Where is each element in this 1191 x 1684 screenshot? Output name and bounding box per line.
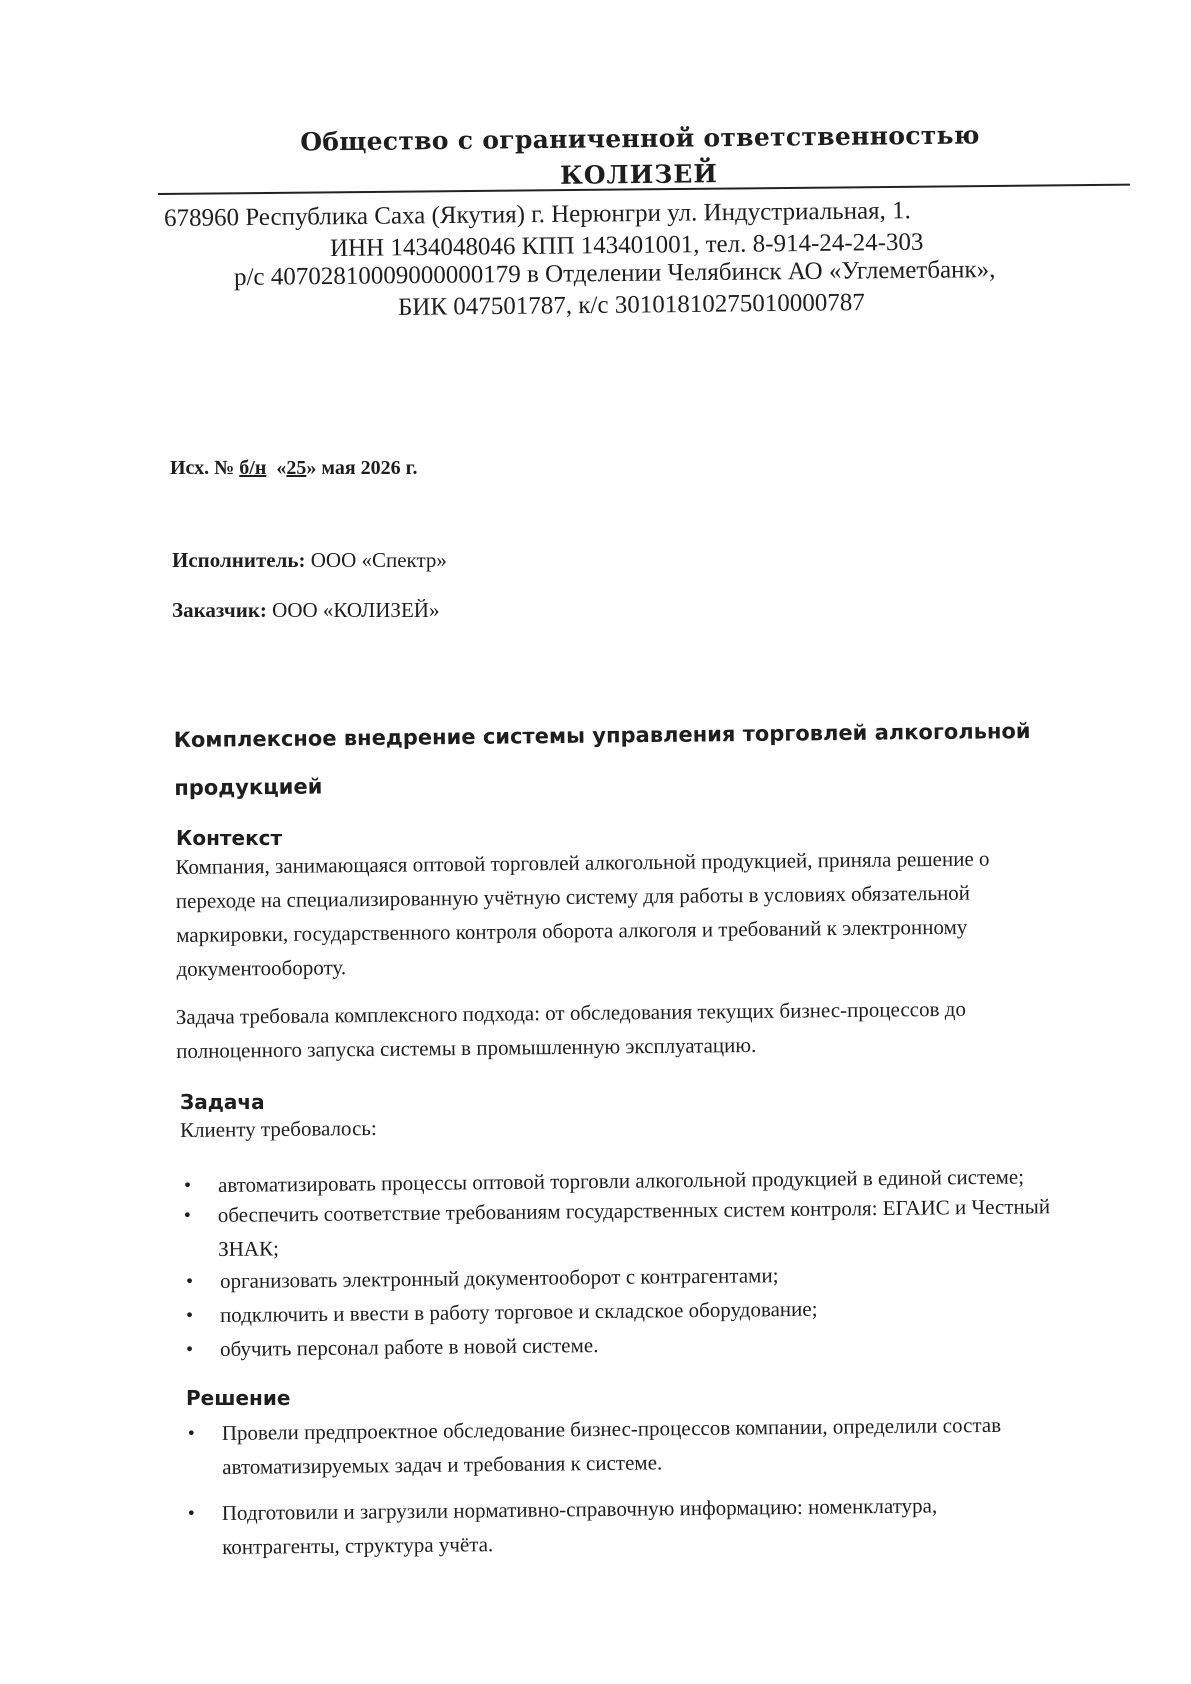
context-line: переходе на специализированную учётную систему для работы в условиях обязательной — [175, 880, 971, 914]
document-title — [173, 707, 1074, 812]
bullet-icon: • — [187, 1422, 195, 1445]
task-heading: Задача — [180, 1090, 265, 1114]
solution-item-text: автоматизируемых задач и требования к системе. — [222, 1450, 663, 1479]
solution-item-text: Провели предпроектное обследование бизнес-процессов компании, определили состав — [221, 1412, 1002, 1446]
tax-id-line: ИНН 1434048046 КПП 143401001, тел. 8-914-24-24-303 — [329, 228, 924, 262]
task-intro: Клиенту требовалось: — [179, 1115, 377, 1142]
document-title-line: продукцией — [174, 774, 323, 800]
bullet-icon: • — [185, 1270, 194, 1293]
task-item-text: обучить персонал работе в новой системе. — [219, 1333, 599, 1361]
context-heading: Контекст — [176, 826, 283, 850]
outgoing-number — [170, 457, 418, 480]
outgoing-date-rest: » мая 2026 г. — [306, 457, 418, 479]
bank-code-line: БИК 047501787, к/с 30101810275010000787 — [397, 289, 865, 321]
customer-value: ООО «КОЛИЗЕЙ» — [266, 598, 440, 622]
outgoing-prefix: Исх. № — [170, 457, 240, 479]
task-list-item — [185, 1328, 599, 1366]
task-item-text: ЗНАК; — [218, 1236, 280, 1261]
task-item-text: подключить и ввести в работу торговое и складское оборудование; — [219, 1296, 818, 1327]
task-item-text: организовать электронный документооборот с контрагентами; — [219, 1263, 779, 1293]
context-line: полноценного запуска системы в промышленную эксплуатацию. — [176, 1032, 757, 1063]
task-list-item — [185, 1292, 818, 1332]
solution-item-text: контрагенты, структура учёта. — [222, 1532, 494, 1559]
context-line: маркировки, государственного контроля оборота алкоголя и требований к электронному — [176, 914, 968, 947]
task-item-text: автоматизировать процессы оптовой торговли алкогольной продукцией в единой системе; — [217, 1164, 1025, 1197]
solution-list-item — [187, 1489, 938, 1564]
context-paragraph — [175, 841, 990, 986]
solution-item-text: Подготовили и загрузили нормативно-справочную информацию: номенклатура, — [221, 1493, 938, 1526]
context-line: Компания, занимающаяся оптовой торговлей алкогольной продукцией, приняла решение о — [175, 846, 990, 880]
task-list-item — [183, 1189, 1051, 1266]
bullet-icon: • — [185, 1304, 194, 1327]
executor-value: ООО «Спектр» — [305, 548, 447, 572]
org-form-heading: Общество с ограниченной ответственностью — [300, 120, 980, 157]
solution-list-item — [187, 1408, 1002, 1484]
customer-line — [172, 598, 439, 623]
context-line: Задача требовала комплексного подхода: от обследования текущих бизнес-процессов до — [175, 996, 967, 1030]
bullet-icon: • — [183, 1204, 191, 1227]
context-paragraph-2 — [176, 992, 967, 1068]
bullet-icon: • — [183, 1174, 192, 1197]
executor-line — [172, 548, 447, 573]
executor-label: Исполнитель: — [172, 548, 306, 572]
customer-label: Заказчик: — [172, 598, 267, 622]
bullet-icon: • — [187, 1502, 195, 1525]
task-item-text: обеспечить соответствие требованиям государственных систем контроля: ЕГАИС и Честный — [217, 1194, 1051, 1228]
bank-account-line: р/с 40702810009000000179 в Отделении Челябинск АО «Углеметбанк», — [233, 256, 996, 291]
context-line: документообороту. — [176, 955, 347, 981]
address-line: 678960 Республика Саха (Якутия) г. Нерюнгри ул. Индустриальная, 1. — [163, 197, 911, 232]
org-name-heading: КОЛИЗЕЙ — [559, 159, 719, 190]
document-title-line: Комплексное внедрение системы управления торговлей алкогольной — [173, 719, 1031, 753]
task-list-item — [185, 1258, 779, 1298]
outgoing-quote-open: « — [266, 457, 287, 479]
bullet-icon: • — [185, 1338, 194, 1361]
outgoing-number-value: б/н — [239, 457, 267, 479]
solution-heading: Решение — [186, 1386, 291, 1410]
outgoing-day: 25 — [286, 457, 307, 479]
